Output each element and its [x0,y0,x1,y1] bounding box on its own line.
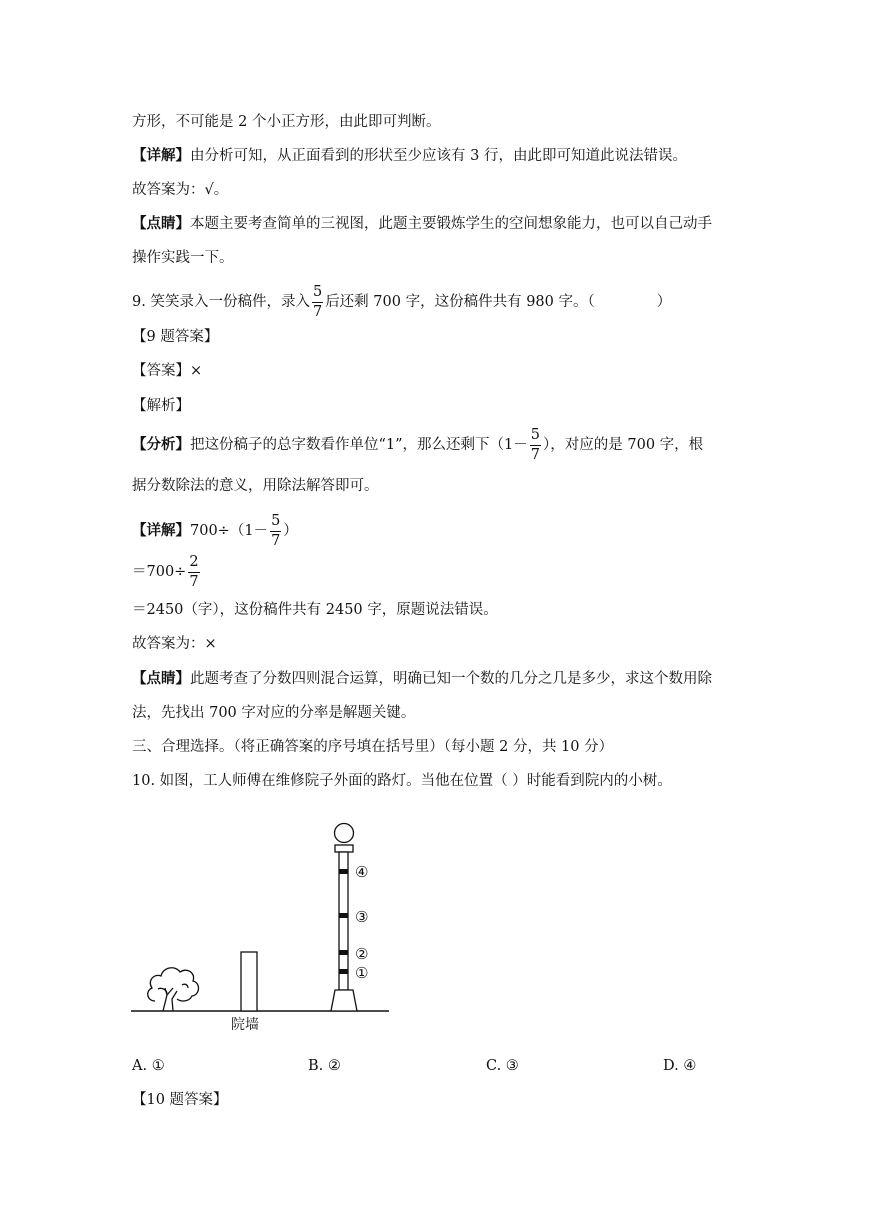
q9-detail-after: ） [283,523,298,539]
q8-detail-text: 由分析可知，从正面看到的形状至少应该有 3 行，由此即可知道此说法错误。 [190,148,687,164]
fraction-denominator: 7 [530,446,541,463]
fraction-numerator: 5 [530,428,541,446]
q9-stem-fraction [312,285,323,319]
q9-answer-tag: 【答案】 [132,363,190,379]
q8-answer-line: 故答案为：√。 [132,182,229,198]
position-label-1: ① [355,964,369,982]
q9-detail-tag: 【详解】 [132,522,190,539]
courtyard-wall [241,952,257,1011]
q10-stem: 10. 如图，工人师傅在维修院子外面的路灯。当他在位置（ ）时能看到院内的小树。 [132,773,672,789]
q9-answer [132,361,202,381]
q8-comment-tag: 【点睛】 [132,215,190,232]
position-label-4: ④ [355,863,369,881]
q9-stem-close: ） [656,294,672,310]
q9-step2 [132,555,202,589]
q9-analysis-fraction [530,428,541,462]
q9-step3: ＝2450（字），这份稿件共有 2450 字，原题说法错误。 [132,602,498,618]
q9-analysis-after: ），对应的是 700 字，根 [543,437,704,453]
lamp-base [331,990,357,1011]
q9-analysis-header: 【解析】 [132,398,190,414]
q9-analysis-before: 把这份稿子的总字数看作单位“1”，那么还剩下（1－ [190,437,528,453]
fraction-denominator: 7 [189,573,199,590]
q9-detail [132,514,298,548]
fraction-numerator: 5 [312,285,323,303]
q9-comment-text-1: 此题考查了分数四则混合运算，明确已知一个数的几分之几是多少，求这个数用除 [190,671,712,687]
q9-detail-fraction [270,514,281,548]
pole-mark-3 [339,913,348,918]
wall-label: 院墙 [231,1017,259,1033]
option-d[interactable]: D. ④ [663,1058,697,1074]
fraction-numerator: 5 [270,514,281,532]
section-title: 三、合理选择。（将正确答案的序号填在括号里）（每小题 2 分，共 10 分） [132,739,614,755]
q9-step2-before: ＝700÷ [132,564,187,580]
q9-stem-before: 9. 笑笑录入一份稿件，录入 [132,294,310,310]
fraction-numerator: 2 [188,555,199,573]
option-c[interactable]: C. ③ [486,1058,519,1074]
option-a[interactable]: A. ① [132,1058,165,1074]
q8-comment [132,214,712,234]
q9-answer-value: × [190,363,203,379]
position-label-3: ③ [355,908,369,926]
q9-answer-header: 【9 题答案】 [132,329,219,345]
q8-detail [132,146,687,166]
q10-answer-header: 【10 题答案】 [132,1092,228,1108]
streetlight-figure [125,815,400,1040]
pole-mark-2 [339,950,348,955]
q9-stem [132,285,671,319]
q9-step2-fraction [188,555,199,589]
option-b[interactable]: B. ② [308,1058,341,1074]
intro-line: 方形，不可能是 2 个小正方形，由此即可判断。 [132,114,441,130]
q9-stem-after: 后还剩 700 字，这份稿件共有 980 字。（ [325,294,595,310]
q8-comment-text-1: 本题主要考查简单的三视图，此题主要锻炼学生的空间想象能力，也可以自己动手 [190,216,712,232]
lamp-cap [335,845,353,852]
q9-analysis-line2: 据分数除法的意义，用除法解答即可。 [132,478,379,494]
fraction-denominator: 7 [312,303,323,320]
pole-mark-4 [339,869,348,874]
q9-comment-text-2: 法，先找出 700 字对应的分率是解题关键。 [132,705,416,721]
q9-analysis-tag: 【分析】 [132,436,190,453]
q8-detail-tag: 【详解】 [132,147,190,164]
q9-comment-tag: 【点睛】 [132,670,190,687]
tree-icon [148,968,199,1011]
pole-mark-1 [339,969,348,974]
q9-final-answer: 故答案为：× [132,636,217,652]
q8-comment-text-2: 操作实践一下。 [132,250,234,266]
q9-detail-before: 700÷（1－ [190,523,269,539]
fraction-denominator: 7 [271,532,281,549]
q9-comment [132,669,712,689]
q9-analysis [132,428,703,462]
lamp-bulb [335,824,354,843]
position-label-2: ② [355,945,369,963]
